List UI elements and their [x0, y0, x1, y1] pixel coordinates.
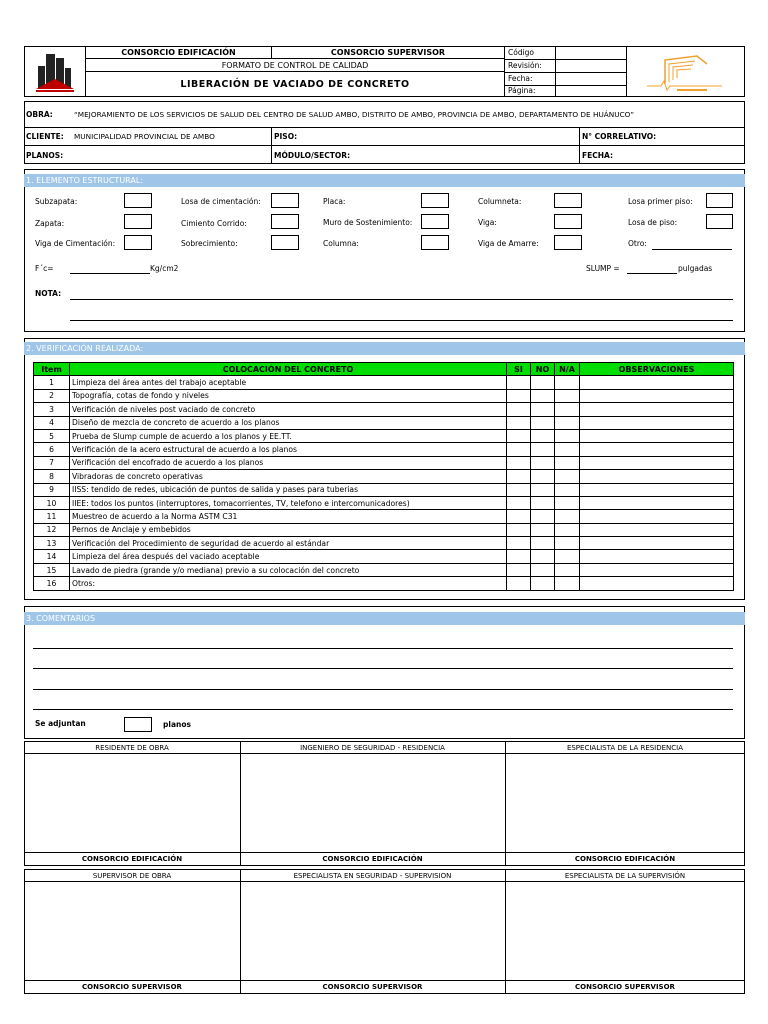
table-row: [34, 443, 734, 456]
item-number: 2: [34, 389, 70, 402]
item-number: 14: [34, 550, 70, 563]
comment-line-4[interactable]: [33, 709, 733, 710]
sig-ing-seguridad-title: INGENIERO DE SEGURIDAD - RESIDENCIA: [300, 744, 445, 752]
piso-label: PISO:: [274, 132, 298, 141]
table-row: [34, 496, 734, 509]
sig-esp-residencia-footer: CONSORCIO EDIFICACIÓN: [574, 855, 676, 863]
modulo-label: MÓDULO/SECTOR:: [274, 151, 351, 160]
item-description: Otros:: [70, 577, 507, 590]
na-cell[interactable]: [555, 443, 580, 456]
observaciones-cell[interactable]: [580, 550, 734, 563]
table-row: [34, 523, 734, 536]
right-company: CONSORCIO SUPERVISOR: [272, 46, 505, 59]
columneta-checkbox[interactable]: [554, 193, 582, 208]
sig-residente-footer: CONSORCIO EDIFICACIÓN: [81, 855, 183, 863]
zapata-checkbox[interactable]: [124, 214, 152, 229]
si-cell[interactable]: [507, 510, 531, 523]
observaciones-cell[interactable]: [580, 537, 734, 550]
observaciones-cell[interactable]: [580, 443, 734, 456]
na-cell[interactable]: [555, 470, 580, 483]
item-description: Muestreo de acuerdo a la Norma ASTM C31: [70, 510, 507, 523]
observaciones-cell[interactable]: [580, 416, 734, 429]
section3-title: 3. COMENTARIOS: [24, 612, 745, 625]
item-number: 12: [34, 523, 70, 536]
si-cell[interactable]: [507, 389, 531, 402]
no-cell[interactable]: [531, 496, 555, 509]
si-cell[interactable]: [507, 470, 531, 483]
table-row: [34, 416, 734, 429]
cliente-label: CLIENTE:: [26, 132, 64, 141]
sig-esp-seguridad-sup-footer: CONSORCIO SUPERVISOR: [322, 983, 423, 991]
losa-primer-piso-checkbox[interactable]: [706, 193, 733, 208]
nota-label: NOTA:: [35, 289, 62, 298]
sobrecimiento-checkbox[interactable]: [271, 235, 299, 250]
sig-esp-supervision-title: ESPECIALISTA DE LA SUPERVISIÓN: [564, 872, 686, 880]
fc-field[interactable]: [70, 273, 150, 274]
format-subtitle: FORMATO DE CONTROL DE CALIDAD: [86, 59, 505, 72]
si-cell[interactable]: [507, 523, 531, 536]
table-row: [34, 563, 734, 576]
obra-value: “MEJORAMIENTO DE LOS SERVICIOS DE SALUD DEL CENTRO DE SALUD AMBO, DISTRITO DE AMBO, PROVINCIA DE AMBO, DEPARTAMENTO DE HUÁNUCO”: [74, 110, 635, 119]
observaciones-cell[interactable]: [580, 470, 734, 483]
meta-codigo-label: Código: [508, 48, 535, 57]
cimiento-corrido-checkbox[interactable]: [271, 214, 299, 229]
na-cell[interactable]: [555, 429, 580, 442]
item-description: Verificación del Procedimiento de seguridad de acuerdo al estándar: [70, 537, 507, 550]
columna-label: Columna:: [323, 239, 359, 248]
obra-label: OBRA:: [26, 110, 53, 119]
sig-supervisor-area[interactable]: [25, 882, 239, 979]
observaciones-cell[interactable]: [580, 496, 734, 509]
sig-ing-seguridad-area[interactable]: [241, 754, 504, 851]
muro-sostenimiento-label: Muro de Sostenimiento:: [323, 218, 413, 227]
si-cell[interactable]: [507, 443, 531, 456]
columna-checkbox[interactable]: [421, 235, 449, 250]
observaciones-cell[interactable]: [580, 456, 734, 469]
col-desc-header: COLOCACIÓN DEL CONCRETO: [70, 363, 507, 376]
no-cell[interactable]: [531, 577, 555, 590]
table-row: [34, 429, 734, 442]
sig-residente-title: RESIDENTE DE OBRA: [95, 744, 169, 752]
col-no-header: NO: [531, 363, 555, 376]
losa-primer-piso-label: Losa primer piso:: [628, 197, 693, 206]
table-row: [34, 483, 734, 496]
comment-line-1[interactable]: [33, 648, 733, 649]
table-row: [34, 550, 734, 563]
slump-field[interactable]: [627, 273, 677, 274]
si-cell[interactable]: [507, 577, 531, 590]
na-cell[interactable]: [555, 376, 580, 389]
sig-residente-area[interactable]: [25, 754, 239, 851]
table-row: [34, 537, 734, 550]
si-cell[interactable]: [507, 563, 531, 576]
si-cell[interactable]: [507, 537, 531, 550]
na-cell[interactable]: [555, 523, 580, 536]
sig-esp-supervision-area[interactable]: [506, 882, 744, 979]
placa-label: Placa:: [323, 197, 346, 206]
col-item-header: Item: [34, 363, 70, 376]
sig-esp-seguridad-sup-area[interactable]: [241, 882, 504, 979]
adjuntan-planos-input[interactable]: [124, 717, 152, 732]
item-number: 16: [34, 577, 70, 590]
observaciones-cell[interactable]: [580, 483, 734, 496]
losa-piso-checkbox[interactable]: [706, 214, 733, 229]
table-row: [34, 470, 734, 483]
cliente-value: MUNICIPALIDAD PROVINCIAL DE AMBO: [74, 132, 215, 141]
item-number: 13: [34, 537, 70, 550]
no-cell[interactable]: [531, 510, 555, 523]
item-description: IISS: tendido de redes, ubicación de puntos de salida y pases para tuberias: [70, 483, 507, 496]
item-description: Diseño de mezcla de concreto de acuerdo a los planos: [70, 416, 507, 429]
observaciones-cell[interactable]: [580, 577, 734, 590]
meta-grid: [505, 46, 627, 97]
fc-label: F´c=: [35, 264, 54, 273]
table-row: [34, 577, 734, 590]
sig-esp-supervision-footer: CONSORCIO SUPERVISOR: [575, 983, 675, 991]
muro-sostenimiento-checkbox[interactable]: [421, 214, 449, 229]
item-number: 7: [34, 456, 70, 469]
viga-cimentacion-checkbox[interactable]: [124, 235, 152, 250]
no-cell[interactable]: [531, 563, 555, 576]
otro-field[interactable]: [652, 249, 732, 250]
sig-supervisor-title: SUPERVISOR DE OBRA: [92, 872, 172, 880]
section1-title: 1. ELEMENTO ESTRUCTURAL:: [24, 174, 745, 187]
no-cell[interactable]: [531, 403, 555, 416]
item-number: 10: [34, 496, 70, 509]
viga-cimentacion-label: Viga de Cimentación:: [35, 239, 116, 248]
table-header-row: [34, 363, 734, 376]
observaciones-cell[interactable]: [580, 429, 734, 442]
observaciones-cell[interactable]: [580, 389, 734, 402]
item-description: Verificación de niveles post vaciado de concreto: [70, 403, 507, 416]
nota-line-2[interactable]: [70, 320, 733, 321]
item-number: 6: [34, 443, 70, 456]
losa-cimentacion-label: Losa de cimentación:: [181, 197, 261, 206]
na-cell[interactable]: [555, 403, 580, 416]
section2-title: 2. VERIFICACIÓN REALIZADA:: [24, 342, 745, 355]
item-number: 4: [34, 416, 70, 429]
meta-pagina-label: Página:: [508, 86, 536, 95]
na-cell[interactable]: [555, 483, 580, 496]
item-description: Lavado de piedra (grande y/o mediana) previo a su colocación del concreto: [70, 563, 507, 576]
adjuntan-label: Se adjuntan: [35, 719, 86, 728]
verification-table: [33, 362, 734, 591]
sig-esp-residencia-title: ESPECIALISTA DE LA RESIDENCIA: [566, 744, 684, 752]
no-cell[interactable]: [531, 429, 555, 442]
table-row: [34, 510, 734, 523]
viga-amarre-label: Viga de Amarre:: [478, 239, 539, 248]
comment-line-2[interactable]: [33, 668, 733, 669]
item-description: Pernos de Anclaje y embebidos: [70, 523, 507, 536]
subzapata-checkbox[interactable]: [124, 193, 152, 208]
table-row: [34, 403, 734, 416]
no-cell[interactable]: [531, 550, 555, 563]
comment-line-3[interactable]: [33, 689, 733, 690]
fecha-label: FECHA:: [582, 151, 613, 160]
sig-esp-residencia-area[interactable]: [506, 754, 744, 851]
supervisor-logo-icon: [627, 46, 745, 97]
no-cell[interactable]: [531, 443, 555, 456]
no-cell[interactable]: [531, 483, 555, 496]
meta-revision-label: Revisión:: [508, 61, 542, 70]
meta-fecha-label: Fecha:: [508, 74, 533, 83]
losa-piso-label: Losa de piso:: [628, 218, 678, 227]
no-cell[interactable]: [531, 389, 555, 402]
item-number: 3: [34, 403, 70, 416]
slump-unit: pulgadas: [678, 264, 713, 273]
table-row: [34, 376, 734, 389]
si-cell[interactable]: [507, 456, 531, 469]
no-cell[interactable]: [531, 523, 555, 536]
form-title: LIBERACIÓN DE VACIADO DE CONCRETO: [86, 72, 505, 97]
no-cell[interactable]: [531, 537, 555, 550]
si-cell[interactable]: [507, 483, 531, 496]
item-description: Topografía, cotas de fondo y niveles: [70, 389, 507, 402]
no-cell[interactable]: [531, 470, 555, 483]
na-cell[interactable]: [555, 456, 580, 469]
logo-right: [627, 46, 745, 97]
columneta-label: Columneta:: [478, 197, 522, 206]
left-company: CONSORCIO EDIFICACIÓN: [86, 46, 272, 59]
cimiento-corrido-label: Cimiento Corrido:: [181, 219, 247, 228]
item-number: 11: [34, 510, 70, 523]
planos-count-label: planos: [163, 720, 191, 729]
observaciones-cell[interactable]: [580, 563, 734, 576]
si-cell[interactable]: [507, 429, 531, 442]
item-description: Vibradoras de concreto operativas: [70, 470, 507, 483]
na-cell[interactable]: [555, 550, 580, 563]
sobrecimiento-label: Sobrecimiento:: [181, 239, 238, 248]
col-na-header: N/A: [555, 363, 580, 376]
si-cell[interactable]: [507, 376, 531, 389]
observaciones-cell[interactable]: [580, 403, 734, 416]
no-cell[interactable]: [531, 376, 555, 389]
item-number: 8: [34, 470, 70, 483]
viga-label: Viga:: [478, 218, 497, 227]
planos-label: PLANOS:: [26, 151, 64, 160]
observaciones-cell[interactable]: [580, 523, 734, 536]
placa-checkbox[interactable]: [421, 193, 449, 208]
subzapata-label: Subzapata:: [35, 197, 78, 206]
item-number: 5: [34, 429, 70, 442]
item-description: Verificación del encofrado de acuerdo a los planos: [70, 456, 507, 469]
building-logo-icon: [24, 46, 86, 97]
sig-supervisor-footer: CONSORCIO SUPERVISOR: [82, 983, 182, 991]
item-number: 15: [34, 563, 70, 576]
observaciones-cell[interactable]: [580, 376, 734, 389]
no-cell[interactable]: [531, 456, 555, 469]
si-cell[interactable]: [507, 416, 531, 429]
table-row: [34, 389, 734, 402]
si-cell[interactable]: [507, 403, 531, 416]
logo-left: [24, 46, 86, 97]
na-cell[interactable]: [555, 537, 580, 550]
sig-ing-seguridad-footer: CONSORCIO EDIFICACIÓN: [322, 855, 423, 863]
viga-amarre-checkbox[interactable]: [554, 235, 582, 250]
zapata-label: Zapata:: [35, 219, 65, 228]
item-description: Prueba de Slump cumple de acuerdo a los planos y EE.TT.: [70, 429, 507, 442]
item-description: Limpieza del área antes del trabajo aceptable: [70, 376, 507, 389]
item-number: 9: [34, 483, 70, 496]
si-cell[interactable]: [507, 550, 531, 563]
col-si-header: SI: [507, 363, 531, 376]
na-cell[interactable]: [555, 389, 580, 402]
slump-label: SLUMP =: [586, 264, 620, 273]
si-cell[interactable]: [507, 496, 531, 509]
otro-label: Otro:: [628, 239, 647, 248]
losa-cimentacion-checkbox[interactable]: [271, 193, 299, 208]
table-row: [34, 456, 734, 469]
na-cell[interactable]: [555, 496, 580, 509]
col-obs-header: OBSERVACIONES: [580, 363, 734, 376]
na-cell[interactable]: [555, 416, 580, 429]
observaciones-cell[interactable]: [580, 510, 734, 523]
na-cell[interactable]: [555, 563, 580, 576]
item-number: 1: [34, 376, 70, 389]
correlativo-label: N° CORRELATIVO:: [582, 132, 657, 141]
nota-line-1[interactable]: [70, 299, 733, 300]
item-description: Verificación de la acero estructural de acuerdo a los planos: [70, 443, 507, 456]
sig-esp-seguridad-sup-title: ESPECIALISTA EN SEGURIDAD - SUPERVISION: [293, 872, 452, 880]
na-cell[interactable]: [555, 510, 580, 523]
na-cell[interactable]: [555, 577, 580, 590]
no-cell[interactable]: [531, 416, 555, 429]
fc-unit: Kg/cm2: [150, 264, 179, 273]
viga-checkbox[interactable]: [554, 214, 582, 229]
item-description: IIEE: todos los puntos (interruptores, tomacorrientes, TV, telefono e intercomunicadores): [70, 496, 507, 509]
item-description: Limpieza del área después del vaciado aceptable: [70, 550, 507, 563]
